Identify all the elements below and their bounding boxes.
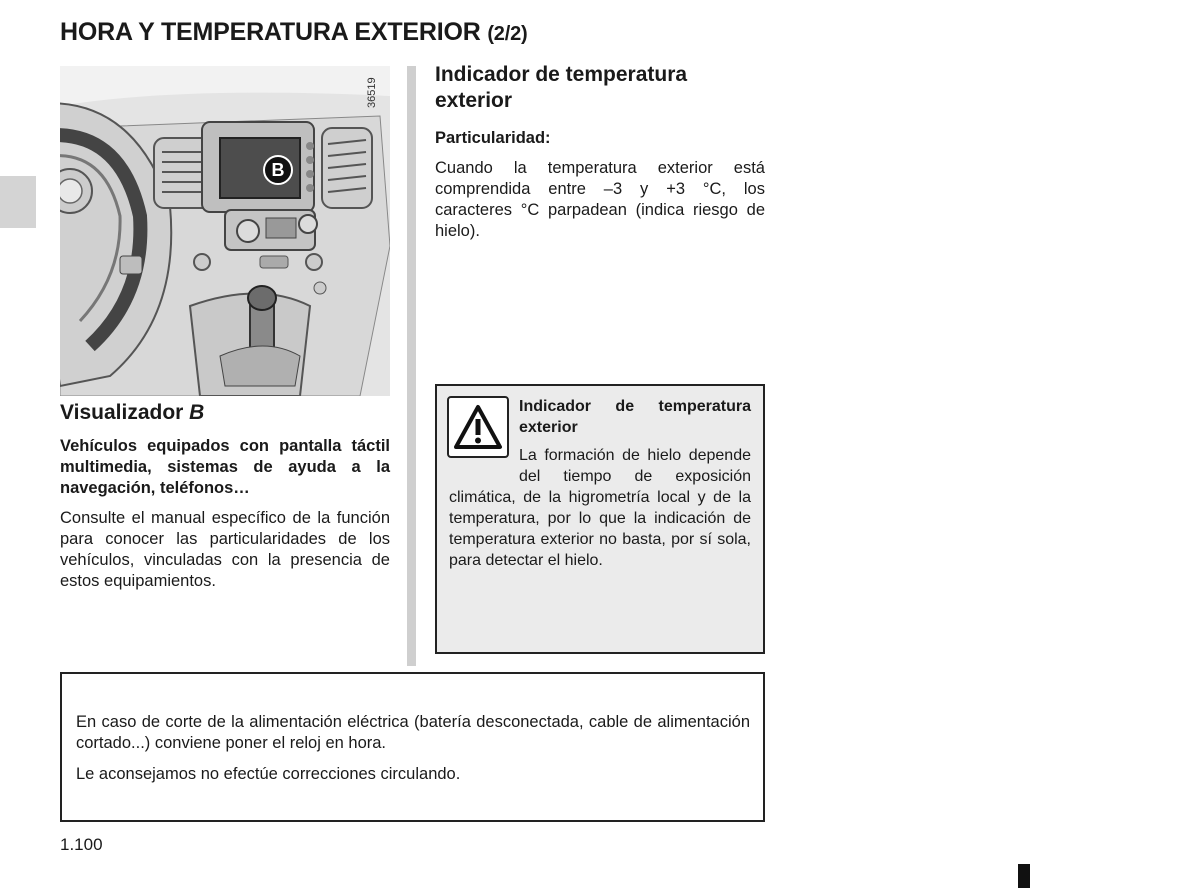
visualizador-body: Consulte el manual específico de la función para conocer las particularidades de los vehículos, vinculadas con la presencia de estos equipamientos.	[60, 509, 390, 590]
note-paragraph-2: Le aconsejamos no efectúe correcciones circulando.	[76, 765, 461, 783]
visualizador-section	[60, 400, 390, 592]
visualizador-intro: Vehículos equipados con pantalla táctil multimedia, sistemas de ayuda a la navegación, teléfonos…	[60, 437, 390, 497]
warning-content	[449, 396, 751, 571]
page-title	[60, 18, 527, 47]
particularidad-label: Particularidad:	[435, 129, 551, 147]
warning-box	[435, 384, 765, 654]
corner-mark	[1018, 864, 1030, 888]
visualizador-heading-letter: B	[189, 401, 205, 424]
dashboard-illustration	[60, 66, 390, 396]
temperature-heading: Indicador de temperatura exterior	[435, 63, 688, 112]
callout-b: B	[263, 155, 293, 185]
page-title-text: HORA Y TEMPERATURA EXTERIOR	[60, 18, 481, 46]
warning-body: La formación de hielo depende del tiempo de exposición climática, de la higrometría local y de la temperatura, por lo que la indicación de temperatura exterior no basta, por sí sola, para detectar el hielo.	[449, 447, 751, 569]
figure-code-text: 36519	[366, 77, 378, 108]
page-title-suffix: (2/2)	[487, 23, 528, 45]
column-divider	[407, 66, 416, 666]
temperature-section	[435, 62, 765, 242]
note-box	[60, 672, 765, 822]
note-paragraph-1: En caso de corte de la alimentación eléctrica (batería desconectada, cable de alimentación cortado...) conviene poner el reloj en hora.	[76, 713, 750, 752]
warning-title: Indicador de temperatura exterior	[519, 398, 751, 436]
figure-code	[368, 72, 386, 114]
dashboard-drawing	[60, 66, 390, 396]
chapter-tab	[0, 176, 36, 228]
visualizador-heading	[60, 400, 390, 426]
visualizador-heading-text: Visualizador	[60, 401, 184, 424]
page-number: 1.100	[60, 835, 103, 854]
temperature-body: Cuando la temperatura exterior está comprendida entre –3 y +3 °C, los caracteres °C parpadean (indica riesgo de hielo).	[435, 159, 765, 240]
